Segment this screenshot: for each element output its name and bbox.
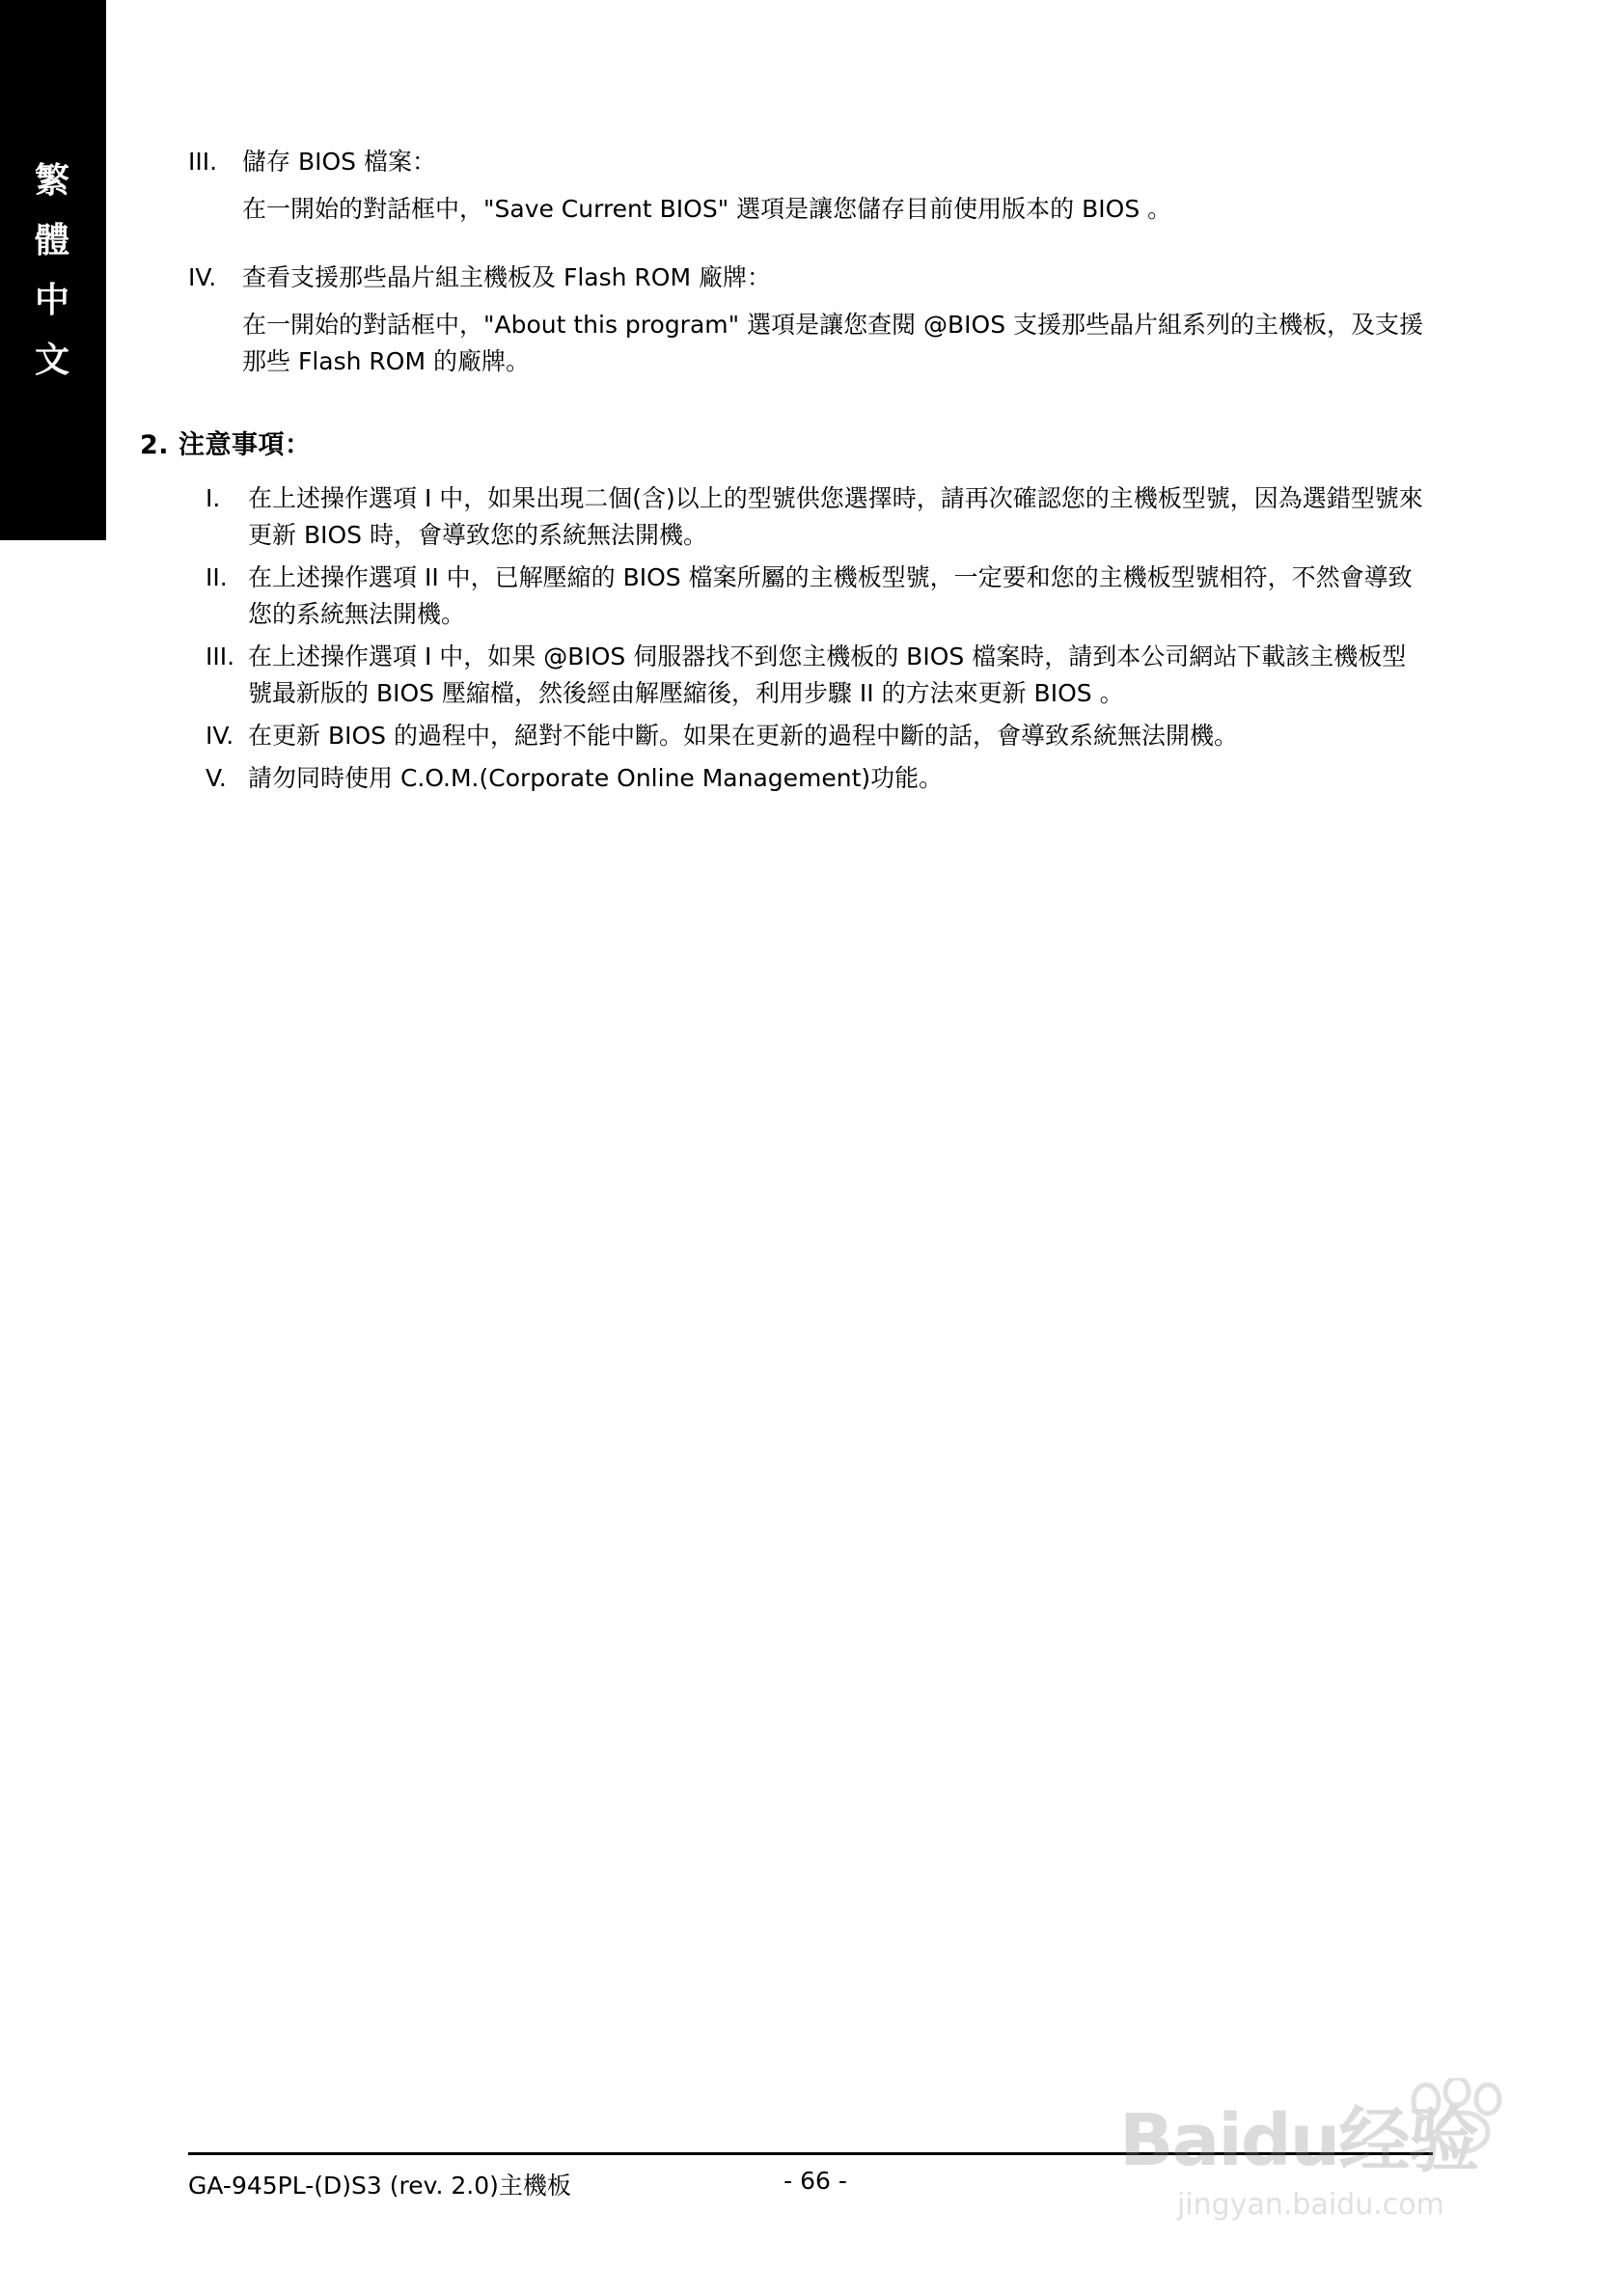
- footer-row: [188, 2167, 1433, 2201]
- page-number: - 66 -: [783, 2167, 847, 2195]
- item-body: 在一開始的對話框中，"About this program" 選項是讓您查閱 @BIOS 支援那些晶片組系列的主機板，及支援那些 Flash ROM 的廠牌。: [242, 311, 1424, 375]
- page-content: [140, 145, 1433, 803]
- footer-divider: [188, 2152, 1433, 2155]
- note-text: 在更新 BIOS 的過程中，絕對不能中斷。如果在更新的過程中斷的話，會導致系統無法開機。: [248, 722, 1238, 750]
- list-item: [188, 480, 1433, 554]
- item-label: III.: [188, 148, 218, 176]
- note-label: IV.: [206, 722, 234, 750]
- language-tab-char-1: 繁: [34, 160, 71, 201]
- watermark-url: jingyan.baidu.com: [1177, 2188, 1444, 2222]
- list-item: [188, 760, 1433, 797]
- item-heading: [188, 260, 1433, 295]
- page-footer: [188, 2152, 1433, 2201]
- paw-icon: [1405, 2078, 1521, 2155]
- note-label: III.: [206, 642, 235, 670]
- language-tab-char-4: 文: [34, 340, 71, 380]
- item-body: 在一開始的對話框中，"Save Current BIOS" 選項是讓您儲存目前使用版本的 BIOS 。: [242, 195, 1172, 224]
- note-text: 在上述操作選項 II 中，已解壓縮的 BIOS 檔案所屬的主機板型號，一定要和您的主機板型號相符，不然會導致您的系統無法開機。: [248, 563, 1413, 628]
- list-item: [188, 560, 1433, 633]
- note-text: 在上述操作選項 I 中，如果出現二個(含)以上的型號供您選擇時，請再次確認您的主機板型號，因為選錯型號來更新 BIOS 時，會導致您的系統無法開機。: [248, 484, 1423, 549]
- list-item: [188, 639, 1433, 712]
- language-tab: [0, 0, 106, 540]
- item-title: 儲存 BIOS 檔案：: [242, 148, 436, 176]
- item-label: IV.: [188, 262, 217, 291]
- item-heading: [188, 145, 1433, 179]
- list-item: [188, 145, 1433, 228]
- language-tab-char-3: 中: [34, 280, 71, 320]
- note-label: I.: [206, 484, 221, 512]
- watermark-text: Baidu经验: [1119, 2099, 1478, 2182]
- item-title: 查看支援那些晶片組主機板及 Flash ROM 廠牌：: [242, 262, 771, 291]
- note-label: V.: [206, 764, 227, 792]
- list-item: [188, 260, 1433, 379]
- section-heading: 2. 注意事項：: [140, 430, 312, 460]
- footer-model: GA-945PL-(D)S3 (rev. 2.0)主機板: [188, 2172, 571, 2200]
- note-text: 請勿同時使用 C.O.M.(Corporate Online Management)功能。: [248, 764, 944, 792]
- notes-list: [188, 480, 1433, 797]
- note-text: 在上述操作選項 I 中，如果 @BIOS 伺服器找不到您主機板的 BIOS 檔案時，請到本公司網站下載該主機板型號最新版的 BIOS 壓縮檔，然後經由解壓縮後，利用步驟 II 的方法來更新 BIOS 。: [248, 642, 1407, 707]
- note-label: II.: [206, 563, 228, 591]
- list-item: [188, 718, 1433, 754]
- language-tab-char-2: 體: [34, 220, 71, 260]
